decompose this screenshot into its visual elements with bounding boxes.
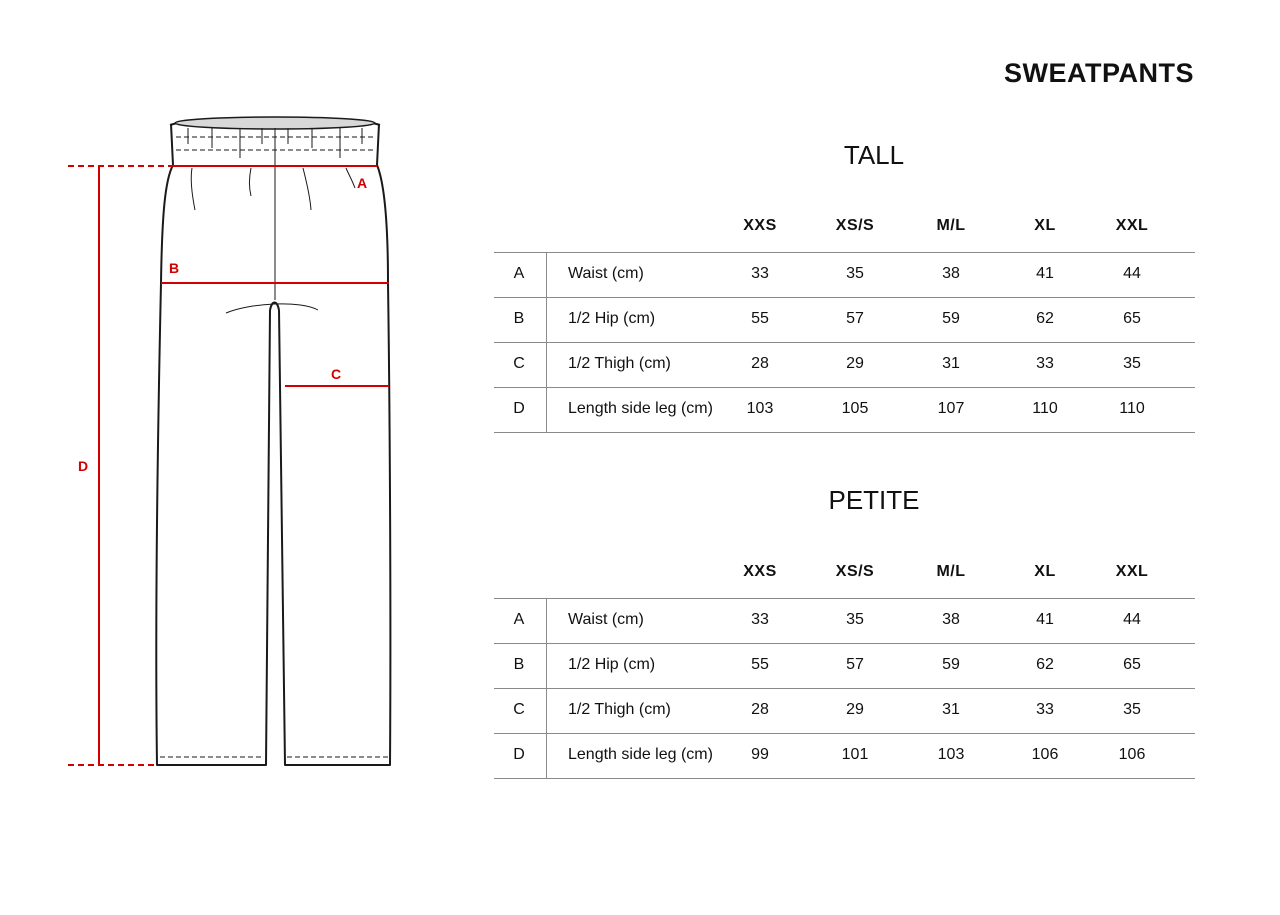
row-code: D bbox=[513, 400, 525, 417]
table-cell: 57 bbox=[846, 656, 864, 673]
size-header: XS/S bbox=[835, 563, 875, 580]
row-label: 1/2 Thigh (cm) bbox=[568, 701, 671, 718]
table-cell: 38 bbox=[942, 611, 960, 628]
row-label: Length side leg (cm) bbox=[568, 400, 713, 417]
table-cell: 44 bbox=[1123, 265, 1141, 282]
table-row bbox=[494, 388, 1195, 433]
size-header: XS/S bbox=[835, 217, 875, 234]
table-cell: 107 bbox=[937, 400, 965, 417]
table-cell: 29 bbox=[846, 701, 864, 718]
row-code: C bbox=[513, 355, 525, 372]
table-cell: 33 bbox=[1036, 701, 1054, 718]
table-cell: 110 bbox=[1119, 400, 1145, 417]
table-cell: 41 bbox=[1036, 611, 1054, 628]
table-cell: 33 bbox=[751, 265, 769, 282]
table-cell: 62 bbox=[1036, 310, 1054, 327]
table-cell: 35 bbox=[846, 611, 864, 628]
size-header: XXL bbox=[1115, 563, 1149, 580]
table-row bbox=[494, 343, 1195, 388]
row-label: Length side leg (cm) bbox=[568, 746, 713, 763]
size-header: M/L bbox=[936, 563, 966, 580]
size-header: XL bbox=[1034, 563, 1056, 580]
table-row bbox=[494, 599, 1195, 644]
table-cell: 28 bbox=[751, 701, 769, 718]
table-row bbox=[494, 253, 1195, 298]
column-divider bbox=[546, 388, 547, 433]
row-code: A bbox=[513, 265, 525, 282]
table-row bbox=[494, 298, 1195, 343]
row-code: C bbox=[513, 701, 525, 718]
row-label: 1/2 Thigh (cm) bbox=[568, 355, 671, 372]
table-cell: 38 bbox=[942, 265, 960, 282]
table-cell: 31 bbox=[942, 355, 960, 372]
table-cell: 55 bbox=[751, 310, 769, 327]
page-title: SWEATPANTS bbox=[1004, 58, 1194, 88]
table-cell: 29 bbox=[846, 355, 864, 372]
measure-label-b: B bbox=[169, 260, 180, 276]
table-cell: 55 bbox=[751, 656, 769, 673]
table-cell: 59 bbox=[942, 310, 960, 327]
tall-section-title: TALL bbox=[843, 140, 905, 170]
petite-section-title: PETITE bbox=[828, 485, 920, 515]
measure-label-c: C bbox=[331, 366, 342, 382]
measure-label-a: A bbox=[357, 175, 368, 191]
table-cell: 99 bbox=[751, 746, 769, 763]
table-cell: 41 bbox=[1036, 265, 1054, 282]
table-cell: 103 bbox=[937, 746, 965, 763]
measure-label-d: D bbox=[78, 458, 89, 474]
column-divider bbox=[546, 599, 547, 644]
table-row bbox=[494, 734, 1195, 779]
size-header: XXS bbox=[743, 217, 777, 234]
table-cell: 62 bbox=[1036, 656, 1054, 673]
table-header-row bbox=[494, 554, 1195, 599]
table-cell: 31 bbox=[942, 701, 960, 718]
table-cell: 57 bbox=[846, 310, 864, 327]
table-cell: 106 bbox=[1031, 746, 1059, 763]
pants-outline bbox=[156, 117, 390, 765]
table-cell: 103 bbox=[746, 400, 774, 417]
table-cell: 44 bbox=[1123, 611, 1141, 628]
column-divider bbox=[546, 689, 547, 734]
row-label: 1/2 Hip (cm) bbox=[568, 656, 656, 673]
size-header: M/L bbox=[936, 217, 966, 234]
measurement-lines bbox=[68, 166, 389, 765]
table-cell: 35 bbox=[1123, 701, 1141, 718]
table-cell: 110 bbox=[1032, 400, 1058, 417]
column-divider bbox=[546, 343, 547, 388]
column-divider bbox=[546, 253, 547, 298]
table-cell: 35 bbox=[846, 265, 864, 282]
table-row bbox=[494, 644, 1195, 689]
table-cell: 65 bbox=[1123, 310, 1141, 327]
table-cell: 28 bbox=[751, 355, 769, 372]
row-label: Waist (cm) bbox=[568, 265, 644, 282]
table-row bbox=[494, 689, 1195, 734]
pants-detail-lines bbox=[160, 128, 388, 757]
row-code: B bbox=[513, 656, 525, 673]
table-cell: 33 bbox=[1036, 355, 1054, 372]
tall-size-table bbox=[494, 208, 1195, 433]
table-cell: 65 bbox=[1123, 656, 1141, 673]
row-label: 1/2 Hip (cm) bbox=[568, 310, 656, 327]
petite-size-table bbox=[494, 554, 1195, 779]
size-header: XXS bbox=[743, 563, 777, 580]
size-header: XXL bbox=[1115, 217, 1149, 234]
row-code: A bbox=[513, 611, 525, 628]
column-divider bbox=[546, 734, 547, 779]
table-header-row bbox=[494, 208, 1195, 253]
table-cell: 106 bbox=[1118, 746, 1146, 763]
table-cell: 101 bbox=[841, 746, 869, 763]
column-divider bbox=[546, 644, 547, 689]
sweatpants-diagram bbox=[0, 0, 480, 915]
table-cell: 105 bbox=[841, 400, 869, 417]
table-cell: 33 bbox=[751, 611, 769, 628]
column-divider bbox=[546, 298, 547, 343]
table-cell: 35 bbox=[1123, 355, 1141, 372]
size-header: XL bbox=[1034, 217, 1056, 234]
row-code: B bbox=[513, 310, 525, 327]
row-label: Waist (cm) bbox=[568, 611, 644, 628]
table-cell: 59 bbox=[942, 656, 960, 673]
row-code: D bbox=[513, 746, 525, 763]
